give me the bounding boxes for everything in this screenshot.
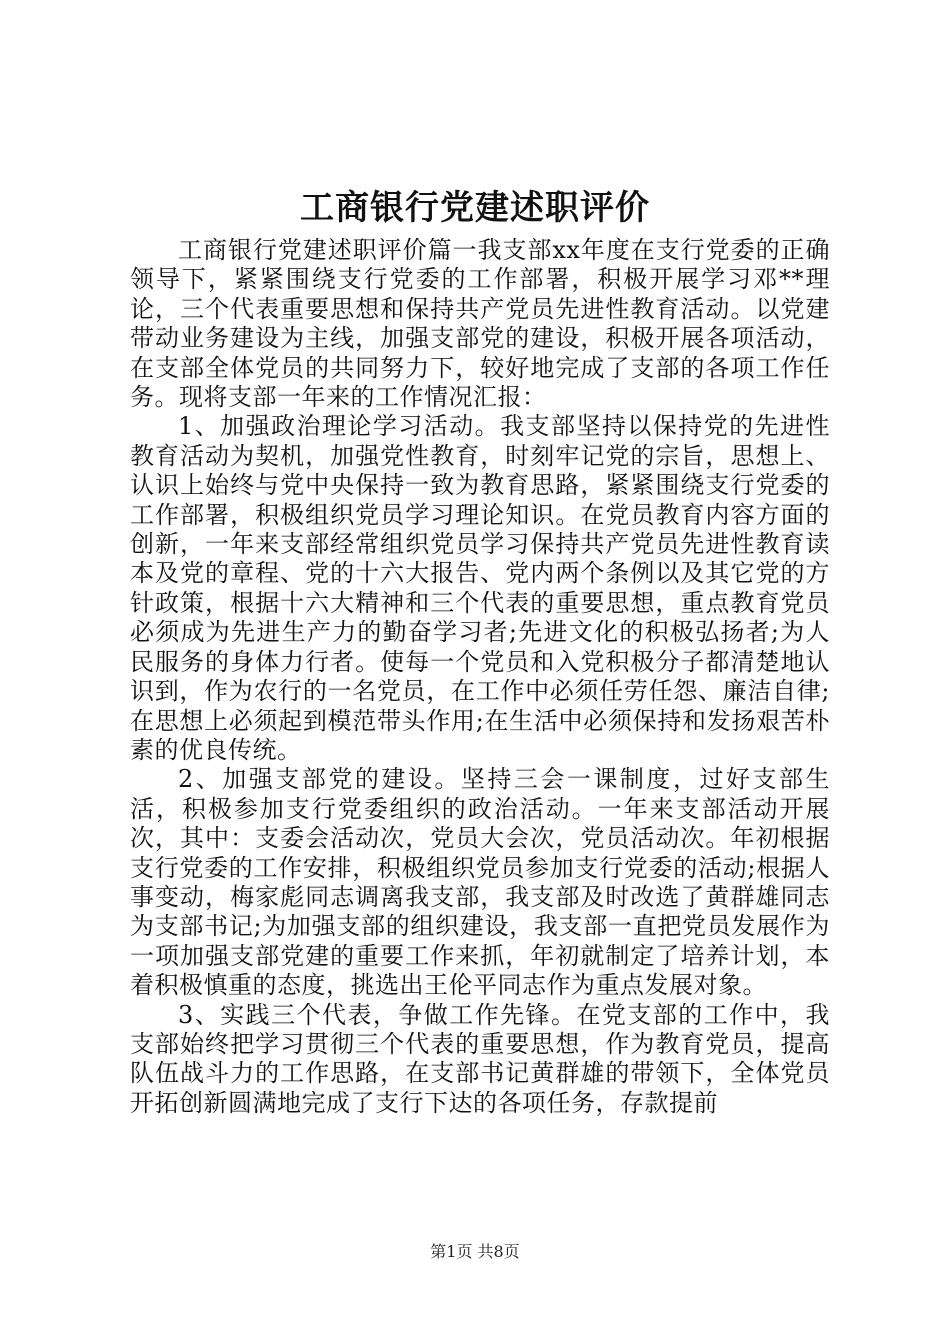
document-body <box>130 236 830 1118</box>
paragraph-section-3: 3、实践三个代表，争做工作先锋。在党支部的工作中，我支部始终把学习贯彻三个代表的重要思想，作为教育党员，提高队伍战斗力的工作思路，在支部书记黄群雄的带领下，全体党员开拓创新圆满地完成了支行下达的各项任务，存款提前 <box>130 1000 830 1117</box>
paragraph-section-1: 1、加强政治理论学习活动。我支部坚持以保持党的先进性教育活动为契机，加强党性教育，时刻牢记党的宗旨，思想上、认识上始终与党中央保持一致为教育思路，紧紧围绕支行党委的工作部署，积极组织党员学习理论知识。在党员教育内容方面的创新，一年来支部经常组织党员学习保持共产党员先进性教育读本及党的章程、党的十六大报告、党内两个条例以及其它党的方针政策，根据十六大精神和三个代表的重要思想，重点教育党员必须成为先进生产力的勤奋学习者;先进文化的积极弘扬者;为人民服务的身体力行者。使每一个党员和入党积极分子都清楚地认识到，作为农行的一名党员，在工作中必须任劳任怨、廉洁自律;在思想上必须起到模范带头作用;在生活中必须保持和发扬艰苦朴素的优良传统。 <box>130 412 830 764</box>
document-title: 工商银行党建述职评价 <box>300 188 650 228</box>
page-number-footer: 第1页 共8页 <box>430 1242 520 1261</box>
paragraph-section-2: 2、加强支部党的建设。坚持三会一课制度，过好支部生活，积极参加支行党委组织的政治活动。一年来支部活动开展次，其中：支委会活动次，党员大会次，党员活动次。年初根据支行党委的工作安排，积极组织党员参加支行党委的活动;根据人事变动，梅家彪同志调离我支部，我支部及时改选了黄群雄同志为支部书记;为加强支部的组织建设，我支部一直把党员发展作为一项加强支部党建的重要工作来抓，年初就制定了培养计划，本着积极慎重的态度，挑选出王伦平同志作为重点发展对象。 <box>130 765 830 1000</box>
paragraph-intro: 工商银行党建述职评价篇一我支部xx年度在支行党委的正确领导下，紧紧围绕支行党委的工作部署，积极开展学习邓**理论，三个代表重要思想和保持共产党员先进性教育活动。以党建带动业务建设为主线，加强支部党的建设，积极开展各项活动，在支部全体党员的共同努力下，较好地完成了支部的各项工作任务。现将支部一年来的工作情况汇报： <box>130 236 830 412</box>
